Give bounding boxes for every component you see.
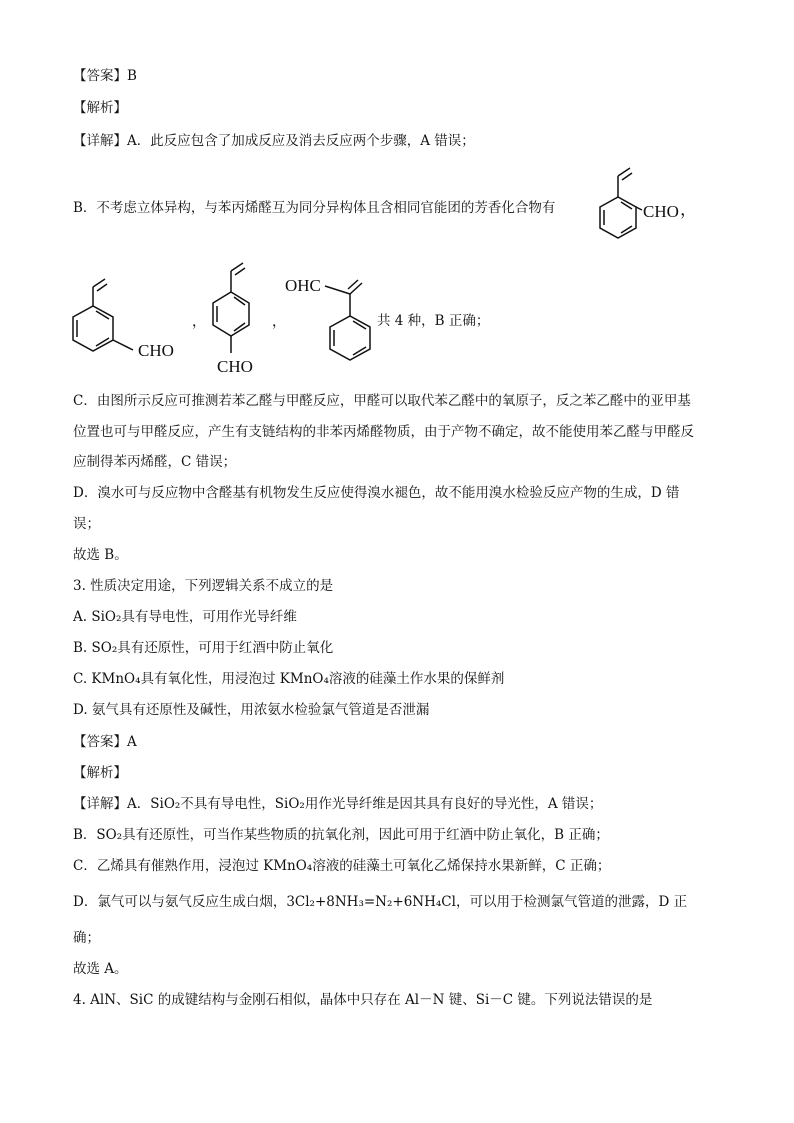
detail-a: 【详解】A．SiO₂不具有导电性，SiO₂用作光导纤维是因其具有良好的导光性，A 错误； xyxy=(73,796,603,812)
comma: ， xyxy=(680,200,697,219)
detail-d-line1: D．氯气可以与氨气反应生成白烟，3Cl₂+8NH₃=N₂+6NH₄Cl，可以用于检测氯气管道的泄露，D 正 xyxy=(73,894,688,910)
detail-d-line2: 确； xyxy=(73,930,100,946)
meta-vinylbenzaldehyde-structure xyxy=(68,270,193,365)
answer-line: 【答案】B xyxy=(73,68,137,84)
conclusion: 故选 A。 xyxy=(73,961,128,977)
option-b: B. SO₂具有还原性，可用于红酒中防止氧化 xyxy=(73,640,334,656)
detail-c: C．乙烯具有催熟作用，浸泡过 KMnO₄溶液的硅藻土可氧化乙烯保持水果新鲜，C 正确； xyxy=(73,858,611,874)
ortho-vinylbenzaldehyde-structure xyxy=(570,160,695,250)
detail-c-line2: 位置也可与甲醛反应，产生有支链结构的非苯丙烯醛物质，由于产物不确定，故不能使用苯乙醛与甲醛反 xyxy=(73,424,694,440)
ohc-label: OHC xyxy=(285,276,321,295)
detail-d-line2: 误； xyxy=(73,516,100,532)
detail-b: B．SO₂具有还原性，可当作某些物质的抗氧化剂，因此可用于红酒中防止氧化，B 正确； xyxy=(73,827,609,843)
option-c: C. KMnO₄具有氧化性，用浸泡过 KMnO₄溶液的硅藻土作水果的保鲜剂 xyxy=(73,671,505,687)
analysis-heading: 【解析】 xyxy=(73,765,127,781)
detail-b: B．不考虑立体异构，与苯丙烯醛互为同分异构体且含相同官能团的芳香化合物有 xyxy=(73,200,556,216)
option-d: D. 氨气具有还原性及碱性，用浓氨水检验氯气管道是否泄漏 xyxy=(73,702,430,718)
question-3-stem: 3. 性质决定用途，下列逻辑关系不成立的是 xyxy=(73,578,334,594)
question-4-stem: 4. AlN、SiC 的成键结构与金刚石相似，晶体中只存在 Al－N 键、Si－C 键。下列说法错误的是 xyxy=(73,992,653,1008)
detail-a: 【详解】A．此反应包含了加成反应及消去反应两个步骤，A 错误； xyxy=(73,133,475,149)
comma: ， xyxy=(272,314,286,330)
detail-c-line3: 应制得苯丙烯醛，C 错误； xyxy=(73,454,237,470)
conclusion: 故选 B。 xyxy=(73,547,128,563)
phenylpropenal-structure xyxy=(280,270,375,365)
total-count-text: 共 4 种，B 正确； xyxy=(377,313,490,329)
para-vinylbenzaldehyde-structure xyxy=(203,235,273,380)
analysis-heading: 【解析】 xyxy=(73,100,127,116)
answer-line: 【答案】A xyxy=(73,734,137,750)
cho-label: CHO xyxy=(643,202,679,221)
comma: ， xyxy=(192,314,206,330)
detail-d-line1: D．溴水可与反应物中含醛基有机物发生反应使得溴水褪色，故不能用溴水检验反应产物的生成，D 错 xyxy=(73,485,680,501)
option-a: A. SiO₂具有导电性，可用作光导纤维 xyxy=(73,609,297,625)
cho-label: CHO xyxy=(138,341,174,360)
cho-label: CHO xyxy=(217,357,253,376)
detail-c-line1: C．由图所示反应可推测若苯乙醛与甲醛反应，甲醛可以取代苯乙醛中的氧原子，反之苯乙醛中的亚甲基 xyxy=(73,393,691,409)
